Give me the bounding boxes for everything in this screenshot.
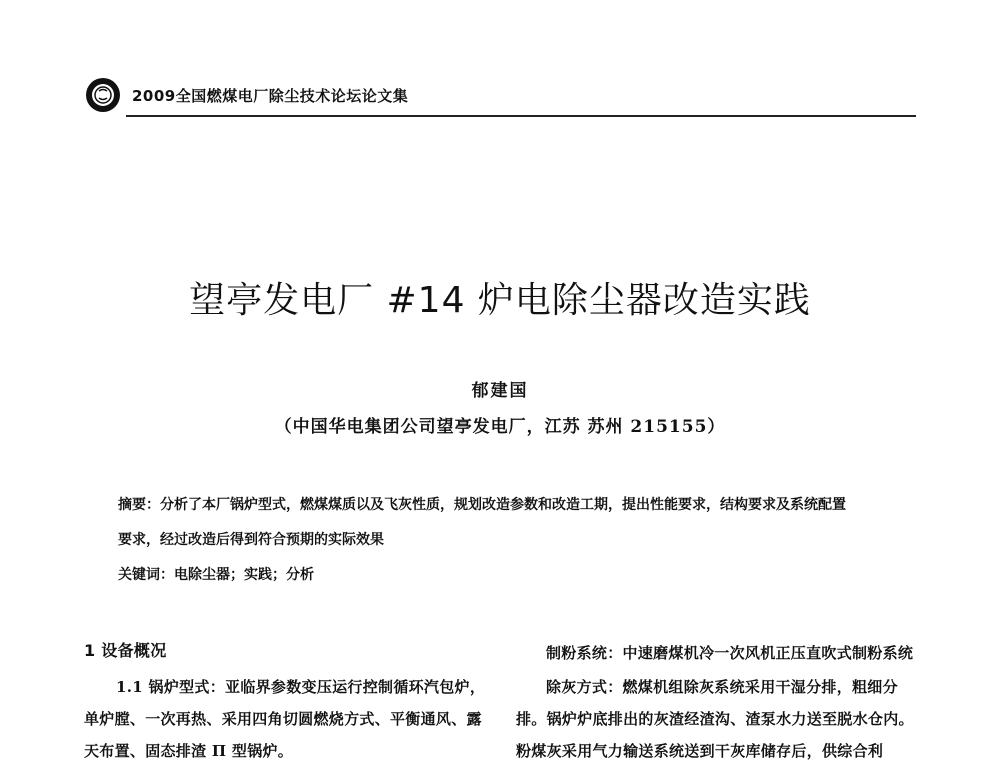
body-line: 天布置、固态排渣 Π 型锅炉。 (84, 742, 294, 760)
article-title: 望亭发电厂 #14 炉电除尘器改造实践 (189, 280, 811, 321)
body-line: 单炉膛、一次再热、采用四角切圆燃烧方式、平衡通风、露 (84, 710, 482, 728)
body-line: 1.1 锅炉型式：亚临界参数变压运行控制循环汽包炉， (116, 678, 486, 696)
body-line: 制粉系统：中速磨煤机冷一次风机正压直吹式制粉系统 (546, 644, 914, 662)
author-name: 郁建国 (471, 381, 529, 401)
journal-title: 2009全国燃煤电厂除尘技术论坛论文集 (132, 87, 409, 105)
body-line: 粉煤灰采用气力输送系统送到干灰库储存后，供综合利 (516, 742, 884, 760)
abstract-text: 分析了本厂锅炉型式，燃煤煤质以及飞灰性质，规划改造参数和改造工期，提出性能要求，结构要求及系统配置 (160, 497, 846, 513)
keywords-label: 关键词： (118, 567, 174, 583)
body-line: 排。锅炉炉底排出的灰渣经渣沟、渣泵水力送至脱水仓内。 (516, 710, 914, 728)
section-heading: 1 设备概况 (84, 641, 167, 660)
abstract-label: 摘要： (118, 497, 160, 513)
abstract-line (118, 494, 846, 514)
running-header (84, 74, 916, 118)
abstract-line: 要求，经过改造后得到符合预期的实际效果 (118, 532, 384, 548)
author-affiliation: （中国华电集团公司望亭发电厂，江苏 苏州 215155） (274, 417, 726, 437)
body-line: 除灰方式：燃煤机组除灰系统采用干湿分排，粗细分 (546, 678, 898, 696)
conference-logo-icon (84, 76, 122, 114)
keywords-line (118, 564, 314, 584)
header-rule (126, 115, 916, 117)
keywords-text: 电除尘器；实践；分析 (174, 567, 314, 583)
